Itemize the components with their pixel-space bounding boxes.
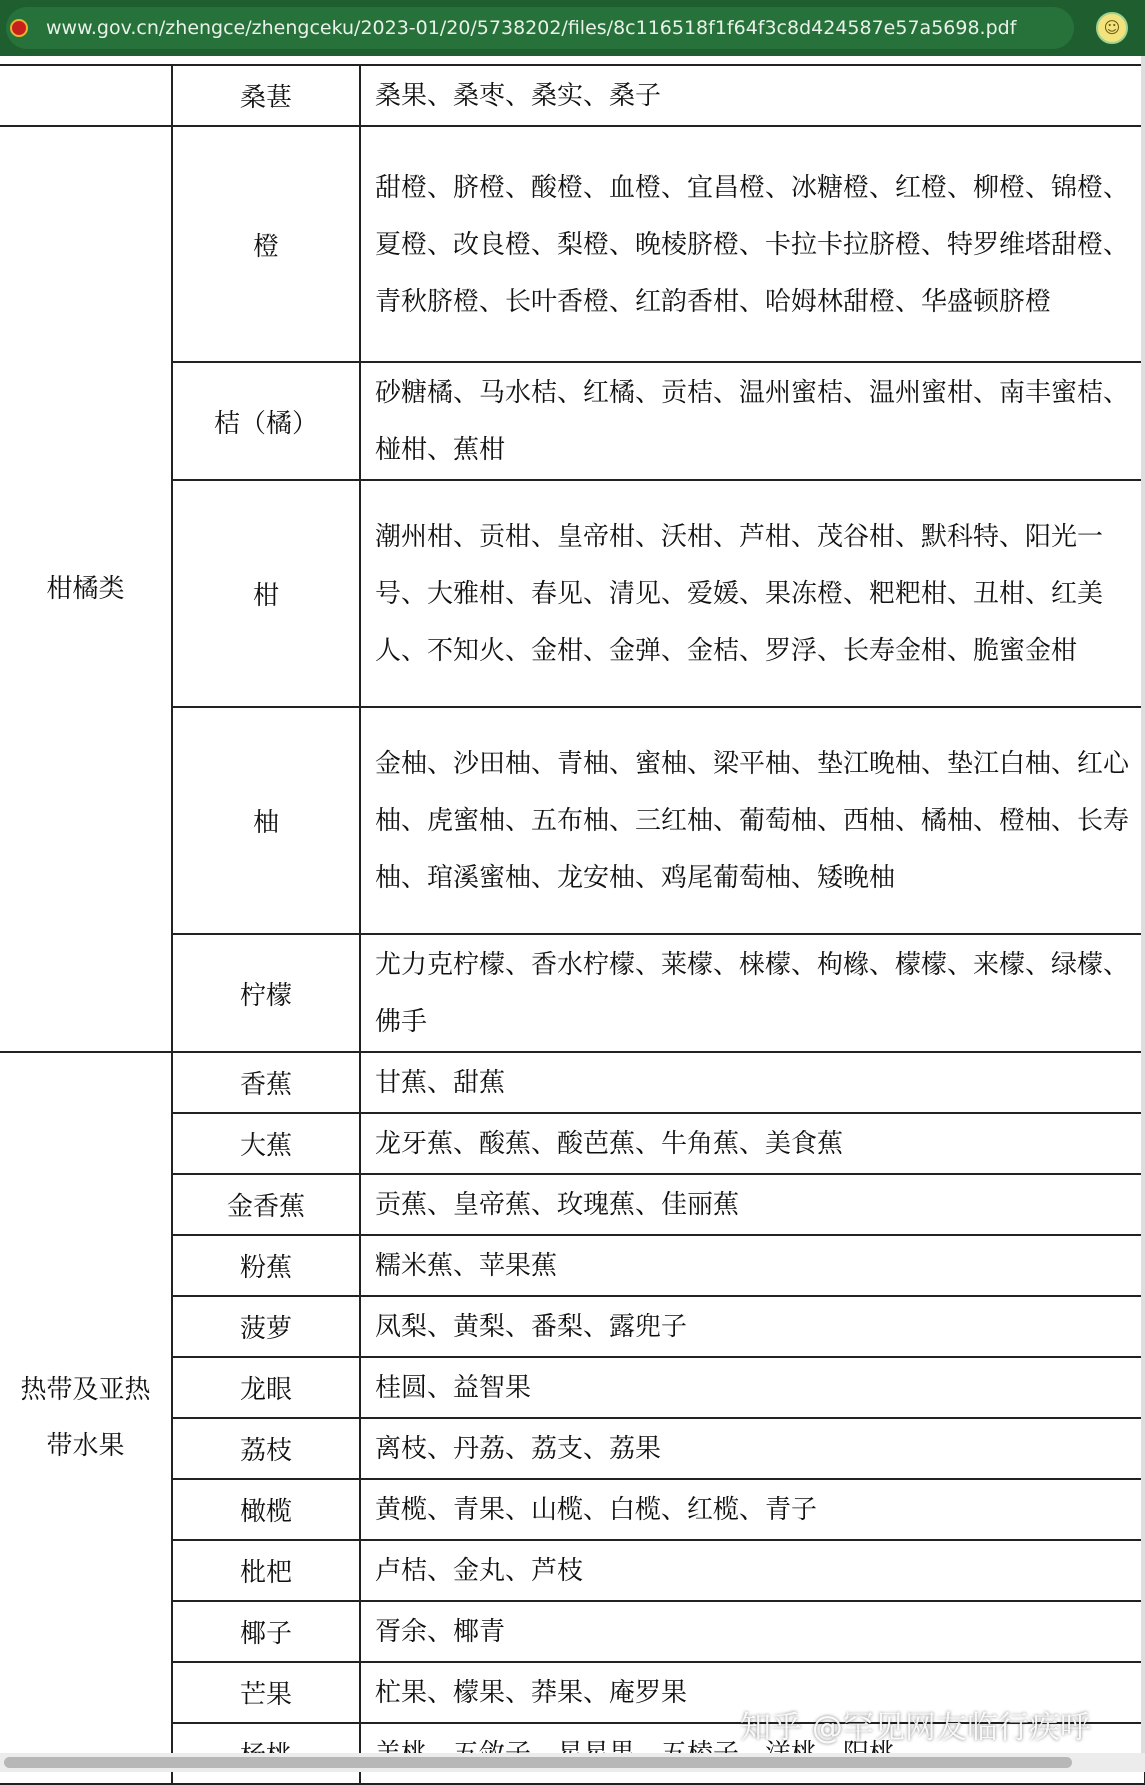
vertical-scrollbar[interactable]: [1141, 56, 1145, 1753]
fruit-name-cell: 金香蕉: [172, 1174, 360, 1235]
table-row: [0, 1052, 1145, 1113]
table-row: [0, 1235, 1145, 1296]
fruit-name-cell: 芒果: [172, 1662, 360, 1723]
table-row: [0, 1479, 1145, 1540]
table-row: [0, 480, 1145, 707]
category-cell: [0, 65, 172, 126]
category-label: 热带及亚热带水果: [20, 1375, 151, 1461]
fruit-name-cell: 荔枝: [172, 1418, 360, 1479]
category-label: 柑橘类: [46, 574, 125, 604]
table-row: [0, 1357, 1145, 1418]
emoji-icon[interactable]: ☺: [1096, 12, 1128, 44]
fruit-name-cell: 柠檬: [172, 934, 360, 1052]
alias-cell: 龙牙蕉、酸蕉、酸芭蕉、牛角蕉、美食蕉: [360, 1113, 1145, 1174]
alias-cell: 贡蕉、皇帝蕉、玫瑰蕉、佳丽蕉: [360, 1174, 1145, 1235]
gov-emblem-icon: [10, 19, 28, 37]
fruit-name-cell: 香蕉: [172, 1052, 360, 1113]
alias-cell: 桑果、桑枣、桑实、桑子: [360, 65, 1145, 126]
fruit-name-cell: 橙: [172, 126, 360, 362]
table-row: [0, 65, 1145, 126]
fruit-name-cell: 菠萝: [172, 1296, 360, 1357]
alias-cell: 离枝、丹荔、荔支、荔果: [360, 1418, 1145, 1479]
alias-cell: 胥余、椰青: [360, 1601, 1145, 1662]
fruit-name-cell: 桔（橘）: [172, 362, 360, 480]
watermark: 知乎 @罕见网友临行疾呼: [740, 1710, 1091, 1746]
category-cell: [0, 1052, 172, 1784]
horizontal-scrollbar[interactable]: [0, 1753, 1145, 1772]
scrollbar-thumb[interactable]: [4, 1757, 1072, 1768]
fruit-name-cell: 粉蕉: [172, 1235, 360, 1296]
category-cell: [0, 126, 172, 1052]
fruit-name-cell: 大蕉: [172, 1113, 360, 1174]
alias-cell: 杧果、檬果、莽果、庵罗果: [360, 1662, 1145, 1723]
table-row: [0, 707, 1145, 934]
alias-cell: 甘蕉、甜蕉: [360, 1052, 1145, 1113]
table-row: [0, 126, 1145, 362]
browser-toolbar: [0, 0, 1145, 56]
table-row: [0, 1540, 1145, 1601]
table-row: [0, 1113, 1145, 1174]
table-row: [0, 1418, 1145, 1479]
fruit-name-cell: 桑葚: [172, 65, 360, 126]
alias-cell: 桂圆、益智果: [360, 1357, 1145, 1418]
table-row: [0, 1296, 1145, 1357]
url-text[interactable]: www.gov.cn/zhengce/zhengceku/2023-01/20/5738202/files/8c116518f1f64f3c8d424587e57a5698.pdf: [46, 17, 1017, 39]
alias-cell: 尤力克柠檬、香水柠檬、莱檬、梾檬、枸橼、檬檬、来檬、绿檬、佛手: [360, 934, 1145, 1052]
alias-cell: 潮州柑、贡柑、皇帝柑、沃柑、芦柑、茂谷柑、默科特、阳光一号、大雅柑、春见、清见、爱媛、果冻橙、粑粑柑、丑柑、红美人、不知火、金柑、金弹、金桔、罗浮、长寿金柑、脆蜜金柑: [360, 480, 1145, 707]
table-row: [0, 1601, 1145, 1662]
fruit-name-cell: 柚: [172, 707, 360, 934]
alias-cell: 金柚、沙田柚、青柚、蜜柚、梁平柚、垫江晚柚、垫江白柚、红心柚、虎蜜柚、五布柚、三红柚、葡萄柚、西柚、橘柚、橙柚、长寿柚、琯溪蜜柚、龙安柚、鸡尾葡萄柚、矮晚柚: [360, 707, 1145, 934]
fruit-name-cell: 橄榄: [172, 1479, 360, 1540]
address-bar[interactable]: [6, 7, 1074, 49]
alias-cell: 甜橙、脐橙、酸橙、血橙、宜昌橙、冰糖橙、红橙、柳橙、锦橙、夏橙、改良橙、梨橙、晚棱脐橙、卡拉卡拉脐橙、特罗维塔甜橙、青秋脐橙、长叶香橙、红韵香柑、哈姆林甜橙、华盛顿脐橙: [360, 126, 1145, 362]
table-row: [0, 934, 1145, 1052]
fruit-name-cell: 柑: [172, 480, 360, 707]
fruit-name-cell: 椰子: [172, 1601, 360, 1662]
fruit-name-cell: 枇杷: [172, 1540, 360, 1601]
fruit-name-cell: 龙眼: [172, 1357, 360, 1418]
table-row: [0, 362, 1145, 480]
alias-cell: 糯米蕉、苹果蕉: [360, 1235, 1145, 1296]
alias-cell: 砂糖橘、马水桔、红橘、贡桔、温州蜜桔、温州蜜柑、南丰蜜桔、椪柑、蕉柑: [360, 362, 1145, 480]
alias-cell: 黄榄、青果、山榄、白榄、红榄、青子: [360, 1479, 1145, 1540]
table-row: [0, 1174, 1145, 1235]
alias-cell: 卢桔、金丸、芦枝: [360, 1540, 1145, 1601]
alias-cell: 凤梨、黄梨、番梨、露兜子: [360, 1296, 1145, 1357]
fruit-alias-table: [0, 64, 1145, 1785]
